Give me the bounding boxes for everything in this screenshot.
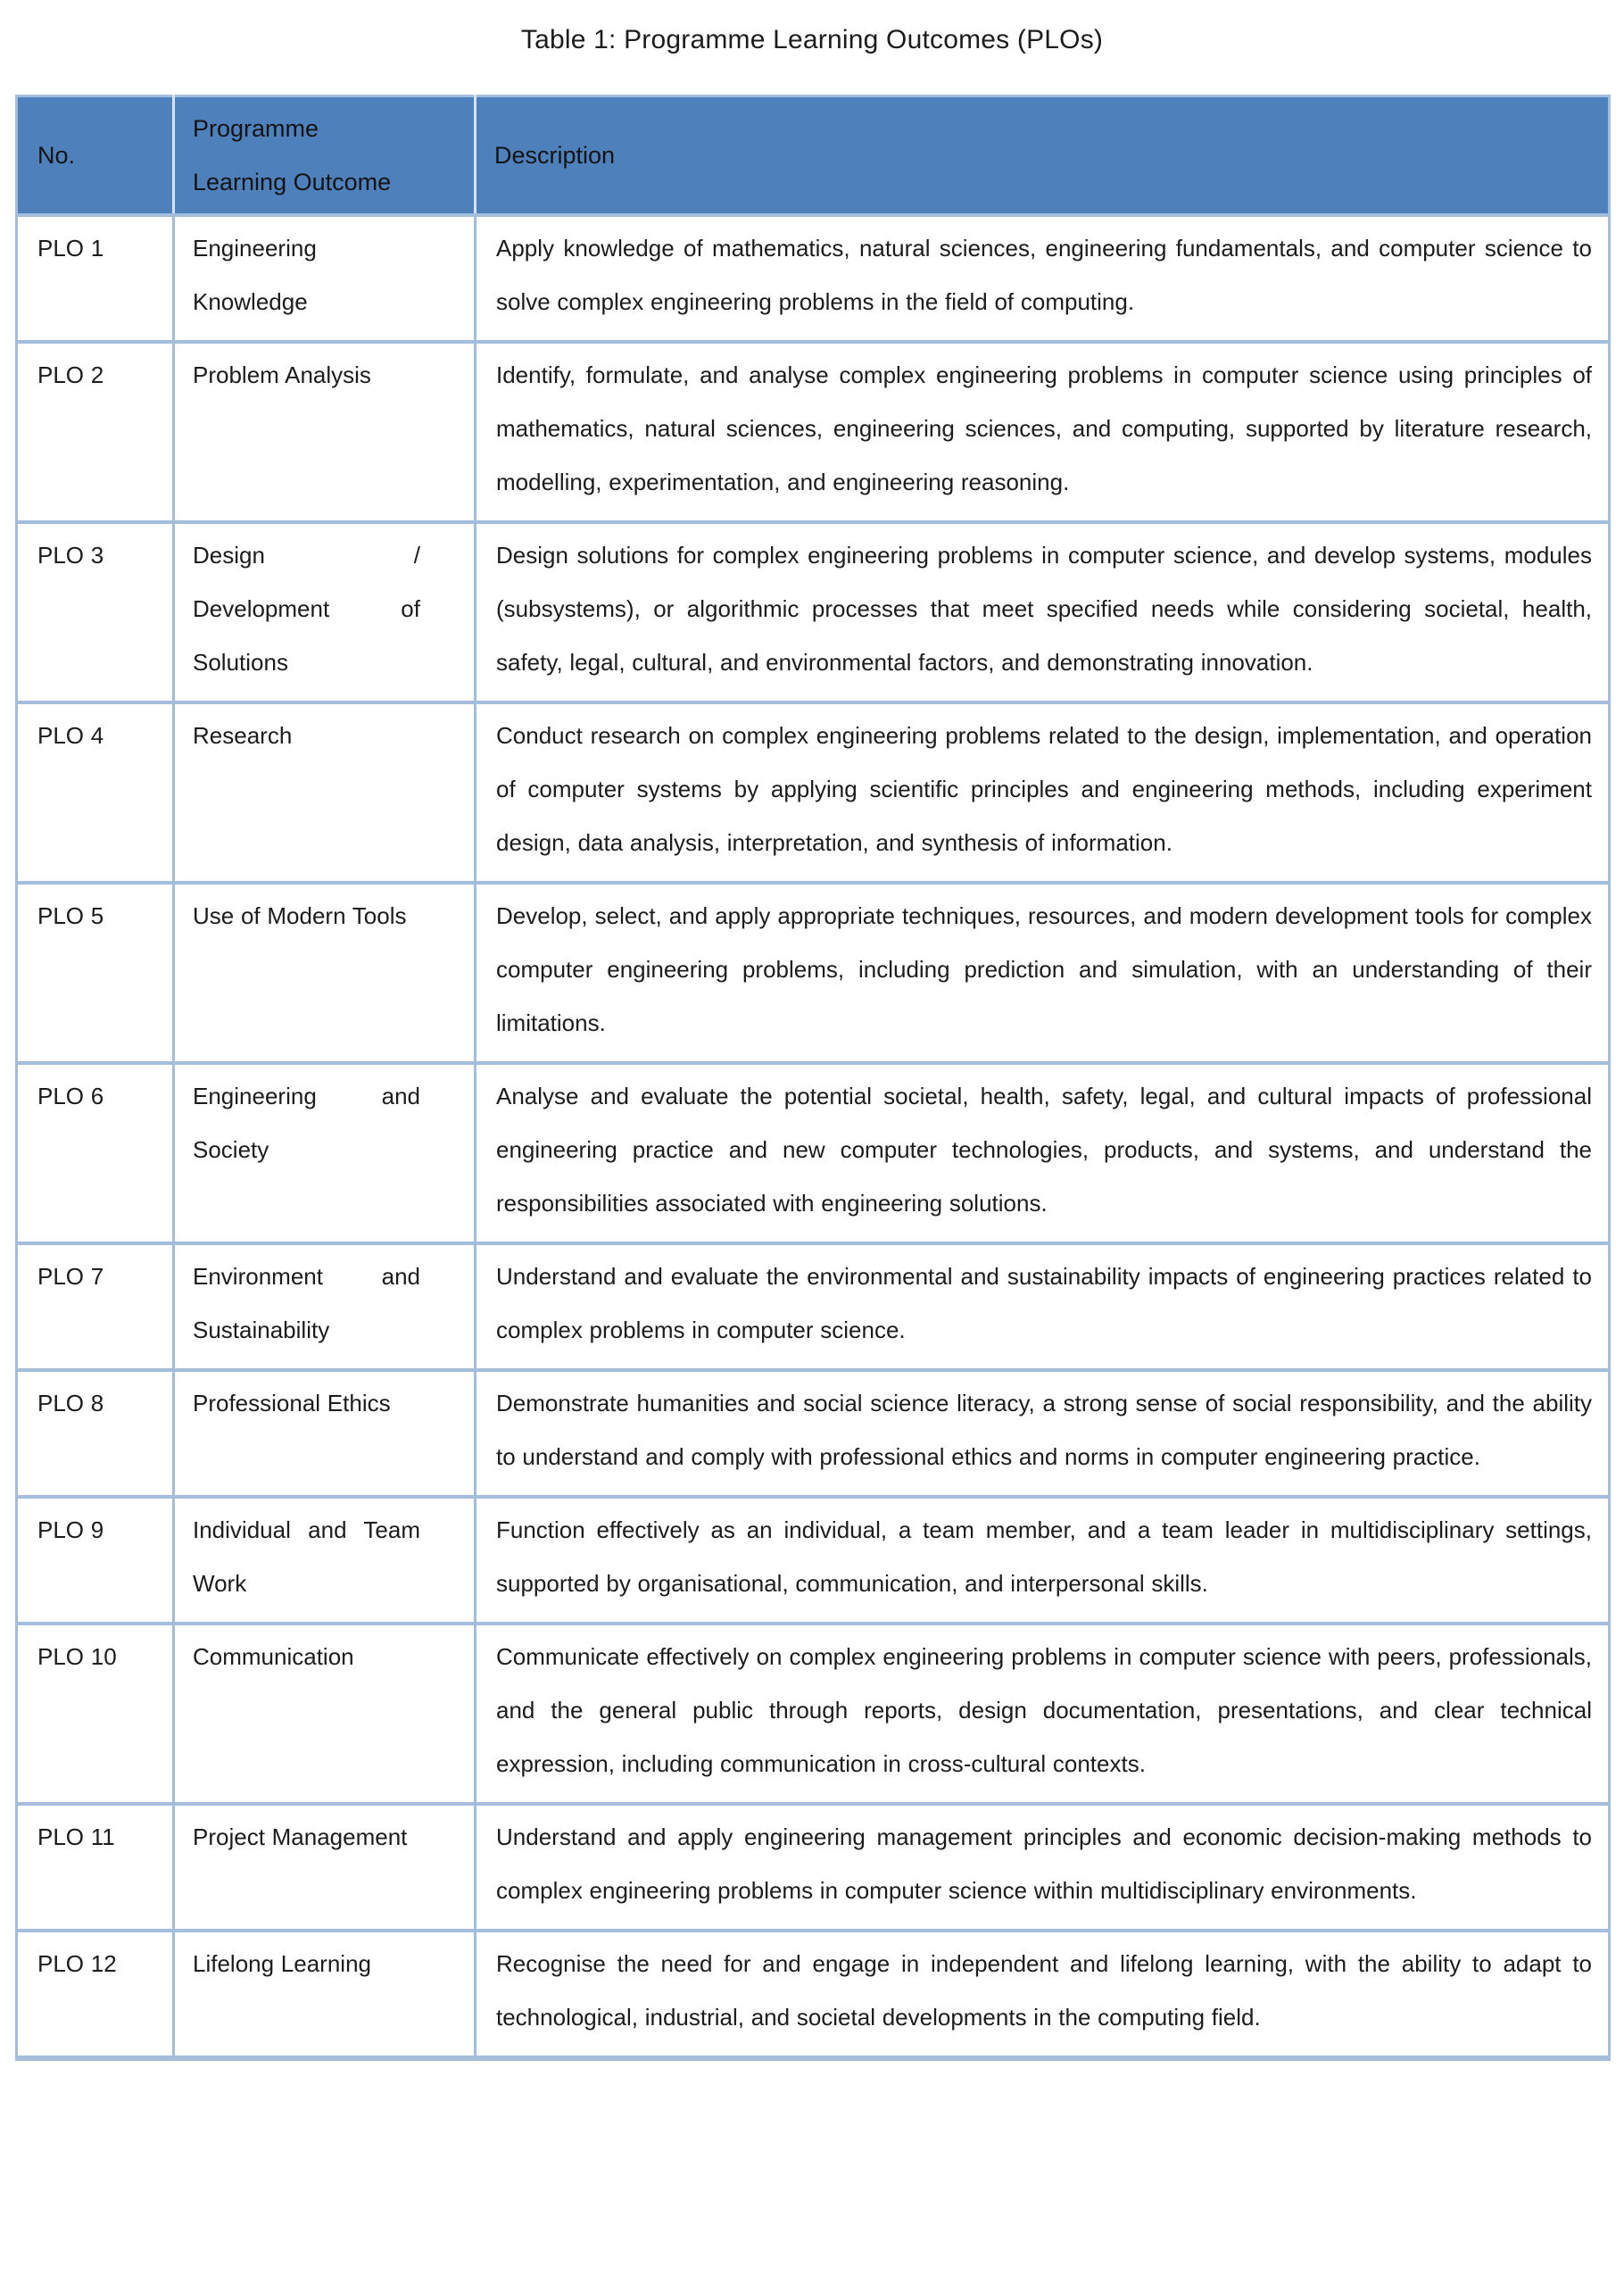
- plo-outcome: Professional Ethics: [174, 1370, 476, 1497]
- plo-number: PLO 9: [17, 1497, 174, 1624]
- plo-outcome: Project Management: [174, 1804, 476, 1931]
- plo-number: PLO 4: [17, 702, 174, 883]
- plo-description: Identify, formulate, and analyse complex engineering problems in computer science using principles of mathematics, natural sciences, engineering sciences, and computing, supported by literature research, modelling, experimentation, and engineering reasoning.: [476, 342, 1610, 522]
- plo-number: PLO 5: [17, 883, 174, 1063]
- plo-number: PLO 3: [17, 522, 174, 702]
- plo-number: PLO 7: [17, 1243, 174, 1370]
- plo-number: PLO 10: [17, 1624, 174, 1804]
- table-row: [17, 883, 1610, 1063]
- plo-description: Recognise the need for and engage in independent and lifelong learning, with the ability to adapt to technological, industrial, and societal developments in the computing field.: [476, 1931, 1610, 2058]
- table-row: [17, 1624, 1610, 1804]
- plo-outcome: Research: [174, 702, 476, 883]
- header-cell-outcome: Programme Learning Outcome: [174, 96, 476, 216]
- table-row: [17, 342, 1610, 522]
- plo-outcome: Individual and Team Work: [174, 1497, 476, 1624]
- plo-number: PLO 12: [17, 1931, 174, 2058]
- plo-number: PLO 1: [17, 215, 174, 342]
- plo-outcome: Use of Modern Tools: [174, 883, 476, 1063]
- plo-description: Conduct research on complex engineering problems related to the design, implementation, and operation of computer systems by applying scientific principles and engineering methods, including experiment design, data analysis, interpretation, and synthesis of information.: [476, 702, 1610, 883]
- table-row: [17, 1370, 1610, 1497]
- plo-description: Analyse and evaluate the potential societal, health, safety, legal, and cultural impacts of professional engineering practice and new computer technologies, products, and systems, and understand the responsibilities associated with engineering solutions.: [476, 1063, 1610, 1243]
- table-row: [17, 1063, 1610, 1243]
- plo-outcome: Design / Development of Solutions: [174, 522, 476, 702]
- plo-outcome: Lifelong Learning: [174, 1931, 476, 2058]
- header-cell-no: No.: [17, 96, 174, 216]
- plo-outcome: Engineering and Society: [174, 1063, 476, 1243]
- plo-number: PLO 2: [17, 342, 174, 522]
- plo-description: Understand and evaluate the environmental and sustainability impacts of engineering practices related to complex problems in computer science.: [476, 1243, 1610, 1370]
- table-row: [17, 1931, 1610, 2058]
- plo-description: Apply knowledge of mathematics, natural sciences, engineering fundamentals, and computer science to solve complex engineering problems in the field of computing.: [476, 215, 1610, 342]
- plo-number: PLO 6: [17, 1063, 174, 1243]
- plo-description: Demonstrate humanities and social science literacy, a strong sense of social responsibility, and the ability to understand and comply with professional ethics and norms in computer engineering practice.: [476, 1370, 1610, 1497]
- plo-description: Understand and apply engineering management principles and economic decision-making methods to complex engineering problems in computer science within multidisciplinary environments.: [476, 1804, 1610, 1931]
- plo-description: Develop, select, and apply appropriate techniques, resources, and modern development tools for complex computer engineering problems, including prediction and simulation, with an understanding of their limitations.: [476, 883, 1610, 1063]
- plo-outcome: Environment and Sustainability: [174, 1243, 476, 1370]
- table-header: [17, 96, 1610, 216]
- table-body: [17, 215, 1610, 2058]
- plo-outcome: Engineering Knowledge: [174, 215, 476, 342]
- table-row: [17, 1804, 1610, 1931]
- table-row: [17, 702, 1610, 883]
- table-row: [17, 215, 1610, 342]
- plo-description: Design solutions for complex engineering problems in computer science, and develop systems, modules (subsystems), or algorithmic processes that meet specified needs while considering societal, health, safety, legal, cultural, and environmental factors, and demonstrating innovation.: [476, 522, 1610, 702]
- plo-description: Communicate effectively on complex engineering problems in computer science with peers, professionals, and the general public through reports, design documentation, presentations, and clear technical expression, including communication in cross-cultural contexts.: [476, 1624, 1610, 1804]
- table-row: [17, 522, 1610, 702]
- plo-outcome: Communication: [174, 1624, 476, 1804]
- header-row: [17, 96, 1610, 216]
- table-row: [17, 1243, 1610, 1370]
- header-cell-description: Description: [476, 96, 1610, 216]
- plo-number: PLO 11: [17, 1804, 174, 1931]
- table-caption: Table 1: Programme Learning Outcomes (PLOs): [520, 25, 1104, 54]
- table-row: [17, 1497, 1610, 1624]
- plo-outcome: Problem Analysis: [174, 342, 476, 522]
- plo-number: PLO 8: [17, 1370, 174, 1497]
- plo-description: Function effectively as an individual, a team member, and a team leader in multidisciplinary settings, supported by organisational, communication, and interpersonal skills.: [476, 1497, 1610, 1624]
- plo-table: [15, 95, 1611, 2061]
